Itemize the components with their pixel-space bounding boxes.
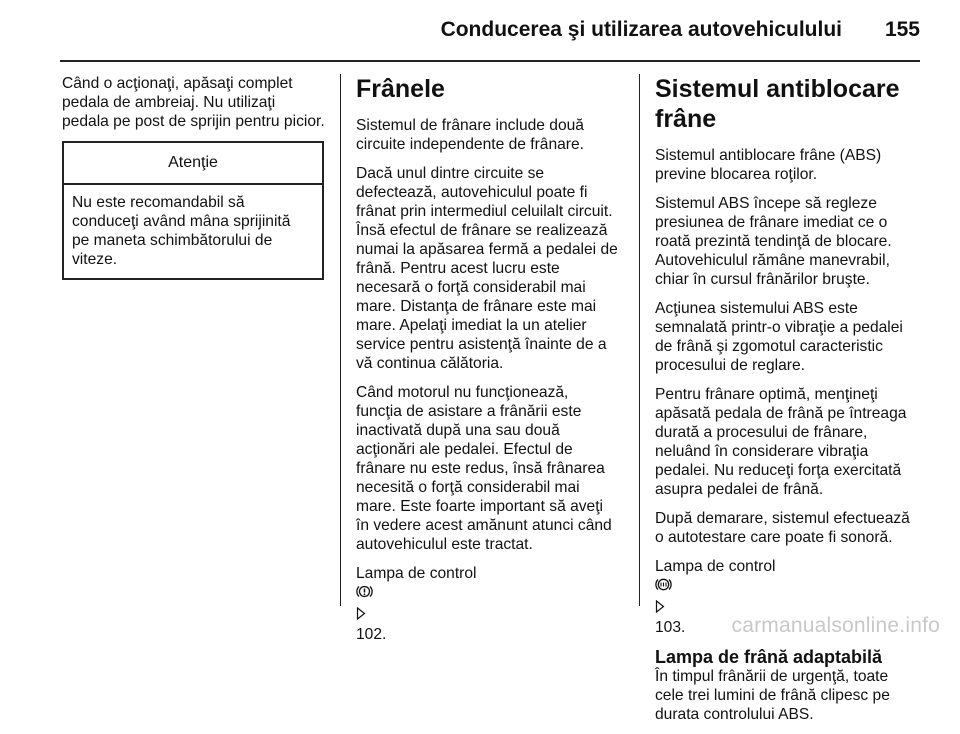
page-ref[interactable]: 103. <box>655 619 686 636</box>
section-heading-brakes: Frânele <box>356 75 445 103</box>
paragraph: Pentru frânare optimă, menţineţi apăsată pedala de frână pe întreaga durată a procesului de frânare, neluând în considerare vibraţia pedalei. Nu reduceţi forţa exercitată asupra pedalei de frână. <box>655 386 907 498</box>
lamp-label: Lampa de control <box>655 558 776 575</box>
reference-arrow-icon <box>655 599 665 618</box>
abs-lamp-icon <box>655 577 672 597</box>
paragraph: În timpul frânării de urgenţă, toate cele trei lumini de frână clipesc pe durata controlului ABS. <box>655 668 890 723</box>
paragraph: Sistemul de frânare include două circuite independente de frânare. <box>356 117 584 153</box>
notice-body: Nu este recomandabil să conduceţi având mâna sprijinită pe maneta schimbătorului de viteze. <box>72 194 291 268</box>
reference-arrow-icon <box>356 606 366 625</box>
column-2 <box>356 74 624 654</box>
paragraph: După demarare, sistemul efectuează o autotestare care poate fi sonoră. <box>655 510 910 546</box>
notice-title: Atenţie <box>64 143 322 185</box>
page-header <box>60 16 920 48</box>
paragraph: Sistemul ABS începe să regleze presiunea de frânare imediat ce o roată prezintă tendinţă de blocare. Autovehiculul rămâne manevrabil, chiar în cursul frânărilor bruşte. <box>655 195 892 288</box>
notice-box <box>62 141 324 280</box>
paragraph: Sistemul antiblocare frâne (ABS) previne blocarea roţilor. <box>655 147 882 183</box>
column-divider-1 <box>340 74 341 606</box>
lamp-label: Lampa de control <box>356 565 477 582</box>
page-ref[interactable]: 102. <box>356 626 387 643</box>
paragraph: Acţiunea sistemului ABS este semnalată printr-o vibraţie a pedalei de frână şi zgomotul caracteristic procesului de reglare. <box>655 300 903 374</box>
subheading-adaptive-brake-light: Lampa de frână adaptabilă <box>655 647 883 667</box>
column-divider-2 <box>639 74 640 606</box>
header-divider <box>60 60 920 62</box>
brake-warning-lamp-icon <box>356 584 373 604</box>
watermark: carmanualsonline.info <box>731 614 940 637</box>
section-heading-abs: Sistemul antiblocare frâne <box>655 75 900 133</box>
paragraph: Când motorul nu funcţionează, funcţia de asistare a frânării este inactivată după una sau două acţionări ale pedalei. Efectul de frânare nu este redus, însă frânarea necesită o forţă considerabil mai mare. Este foarte important să aveţi în vedere acest amănunt atunci când autovehiculul este tractat. <box>356 384 612 553</box>
paragraph: Dacă unul dintre circuite se defectează, autovehiculul poate fi frânat prin intermediul celuilalt circuit. Însă efectul de frânare se realizează numai la apăsarea fermă a pedalei de frână. Pentru acest lucru este necesară o forţă considerabil mai mare. Distanţa de frânare este mai mare. Apelaţi imediat la un atelier service pentru asistenţă înainte de a vă continua călătoria. <box>356 165 618 372</box>
lamp-reference <box>356 564 624 644</box>
page-number: 155 <box>884 18 920 41</box>
running-title: Conducerea şi utilizarea autovehiculului <box>440 18 842 41</box>
intro-paragraph: Când o acţionaţi, apăsaţi complet pedala de ambreiaj. Nu utilizaţi pedala pe post de sprijin pentru picior. <box>62 75 325 130</box>
column-1 <box>62 74 326 280</box>
